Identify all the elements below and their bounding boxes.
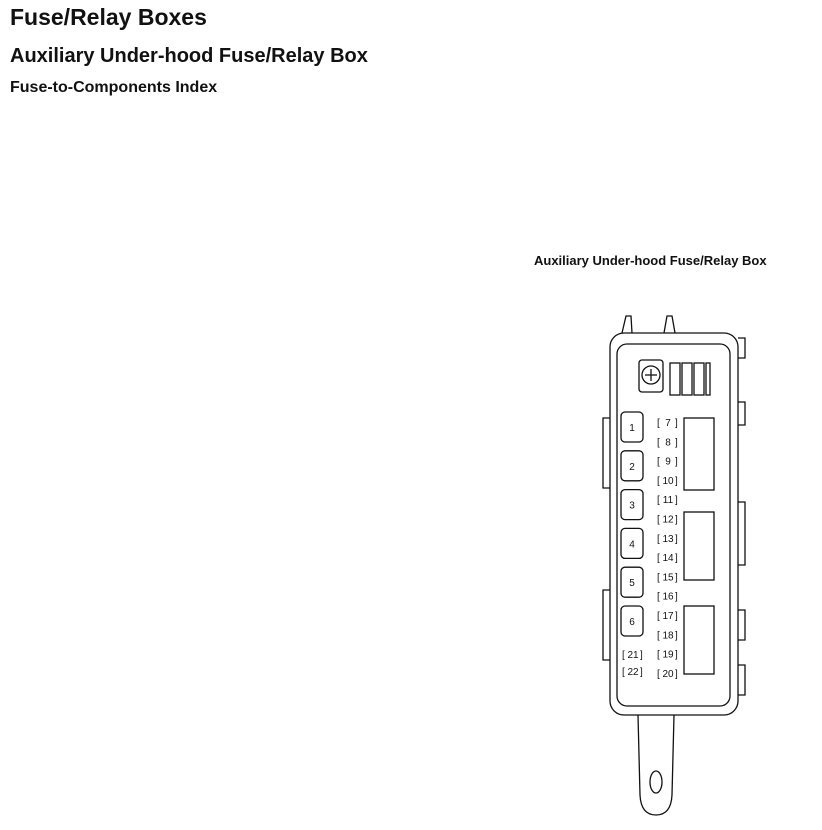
fuse-bracket: [ (657, 418, 660, 429)
fuse-9 (657, 457, 678, 468)
fuse-label: 7 (665, 418, 671, 429)
fuse-label: 17 (662, 611, 674, 622)
fuse-15 (657, 572, 678, 583)
fuse-label: 9 (665, 456, 671, 468)
fuse-bracket: [ (657, 456, 660, 468)
fuse-5 (621, 567, 643, 597)
fuse-label: 11 (662, 495, 674, 507)
fuse-6 (621, 606, 643, 636)
fuse-bracket: ] (675, 456, 678, 468)
fuse-label: 5 (629, 578, 635, 590)
fuse-bracket: ] (675, 475, 678, 487)
fuse-bracket: [ (657, 533, 660, 545)
fuse-bracket: [ (657, 649, 660, 661)
fuse-label: 16 (662, 591, 674, 603)
fuse-bracket: ] (675, 630, 678, 642)
fuse-bracket: [ (657, 553, 660, 565)
fuse-label: 13 (662, 533, 674, 545)
fuse-14 (657, 553, 678, 564)
fuse-label: 22 (627, 667, 639, 678)
fuse-bracket: ] (675, 533, 678, 545)
fuse-bracket: ] (675, 437, 678, 449)
fuse-13 (657, 534, 678, 545)
fuse-bracket: [ (622, 667, 625, 678)
fuse-label: 18 (662, 630, 674, 642)
fuse-bracket: ] (675, 591, 678, 603)
fuse-17 (657, 611, 678, 622)
fuse-4 (621, 528, 643, 558)
fuse-bracket: ] (675, 611, 678, 622)
fuse-16 (657, 592, 678, 603)
fuse-bracket: [ (657, 475, 660, 487)
fuse-bracket: [ (657, 437, 660, 449)
diagram-caption: Auxiliary Under-hood Fuse/Relay Box (534, 253, 767, 268)
fuse-bracket: [ (657, 591, 660, 603)
fuse-7 (657, 418, 678, 429)
fuse-21 (622, 650, 643, 661)
fuse-bracket: ] (640, 650, 643, 661)
large-fuse-group (621, 412, 643, 636)
fuse-bracket: [ (622, 650, 625, 661)
small-fuse-group (657, 418, 678, 680)
fuse-bracket: ] (675, 418, 678, 429)
fuse-label: 21 (627, 650, 639, 661)
fuse-20 (657, 669, 678, 680)
fuse-label: 4 (629, 539, 635, 551)
section-title: Fuse-to-Components Index (10, 79, 218, 96)
fuse-bracket: [ (657, 514, 660, 526)
fuse-bracket: ] (640, 667, 643, 678)
fuse-bracket: ] (675, 668, 678, 680)
fuse-label: 19 (662, 649, 674, 661)
fuse-19 (657, 650, 678, 661)
bottom-fuse-group (622, 650, 643, 678)
fuse-label: 10 (662, 475, 674, 487)
fuse-label: 12 (662, 514, 674, 526)
fuse-bracket: [ (657, 611, 660, 622)
fuse-8 (657, 437, 678, 448)
fuse-label: 2 (629, 461, 635, 473)
fuse-bracket: ] (675, 553, 678, 565)
fuse-label: 15 (662, 572, 674, 584)
fuse-2 (621, 451, 643, 481)
fuse-label: 8 (665, 437, 671, 449)
fuse-label: 3 (629, 500, 635, 512)
fuse-label: 1 (629, 423, 635, 434)
fuse-12 (657, 515, 678, 526)
fuse-bracket: ] (675, 649, 678, 661)
fuse-1 (621, 412, 643, 442)
fuse-22 (622, 667, 643, 678)
fuse-bracket: ] (675, 495, 678, 507)
fuse-3 (621, 490, 643, 520)
fuse-label: 6 (629, 617, 635, 628)
fuse-bracket: [ (657, 572, 660, 584)
fuse-10 (657, 476, 678, 487)
fuse-bracket: [ (657, 668, 660, 680)
page-title: Fuse/Relay Boxes (10, 4, 207, 30)
fuse-label: 20 (662, 668, 674, 680)
fuse-label: 14 (662, 553, 674, 565)
box-title: Auxiliary Under-hood Fuse/Relay Box (10, 45, 368, 67)
fuse-11 (657, 495, 678, 506)
fuse-bracket: ] (675, 514, 678, 526)
fuse-bracket: ] (675, 572, 678, 584)
fuse-18 (657, 630, 678, 641)
fuse-box-housing (603, 316, 745, 815)
fuse-bracket: [ (657, 495, 660, 507)
fuse-bracket: [ (657, 630, 660, 642)
